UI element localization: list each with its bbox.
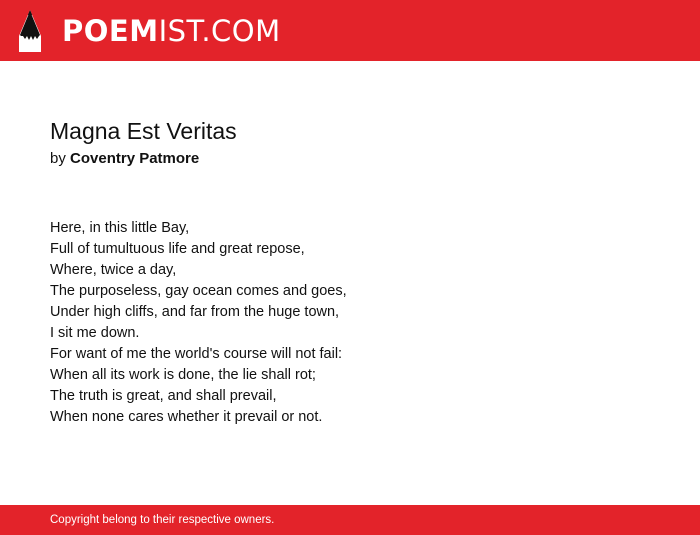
site-footer bbox=[0, 505, 700, 535]
byline-prefix: by bbox=[50, 150, 66, 167]
poem-line: The purposeless, gay ocean comes and goes, bbox=[50, 283, 347, 299]
site-logo-link[interactable] bbox=[18, 9, 281, 53]
poem-line: Under high cliffs, and far from the huge town, bbox=[50, 304, 340, 320]
poem-body bbox=[50, 218, 347, 428]
logo-text-light: IST.COM bbox=[158, 14, 281, 48]
poem-byline bbox=[50, 148, 199, 170]
site-logo-text bbox=[62, 9, 281, 53]
site-header bbox=[0, 0, 700, 61]
poem-line: Where, twice a day, bbox=[50, 262, 177, 278]
copyright-notice: Copyright belong to their respective owners. bbox=[50, 514, 275, 526]
poem-line: Here, in this little Bay, bbox=[50, 220, 190, 236]
poem-line: I sit me down. bbox=[50, 325, 140, 341]
poem-line: When all its work is done, the lie shall rot; bbox=[50, 367, 316, 383]
poem-line: Full of tumultuous life and great repose, bbox=[50, 241, 305, 257]
poem-title: Magna Est Veritas bbox=[50, 118, 237, 144]
poem-line: For want of me the world's course will not fail: bbox=[50, 346, 343, 362]
pencil-tip-icon bbox=[18, 9, 42, 53]
author-name: Coventry Patmore bbox=[70, 150, 200, 167]
poem-line: When none cares whether it prevail or not. bbox=[50, 409, 323, 425]
poem-line: The truth is great, and shall prevail, bbox=[50, 388, 277, 404]
logo-text-bold: POEM bbox=[62, 14, 159, 48]
